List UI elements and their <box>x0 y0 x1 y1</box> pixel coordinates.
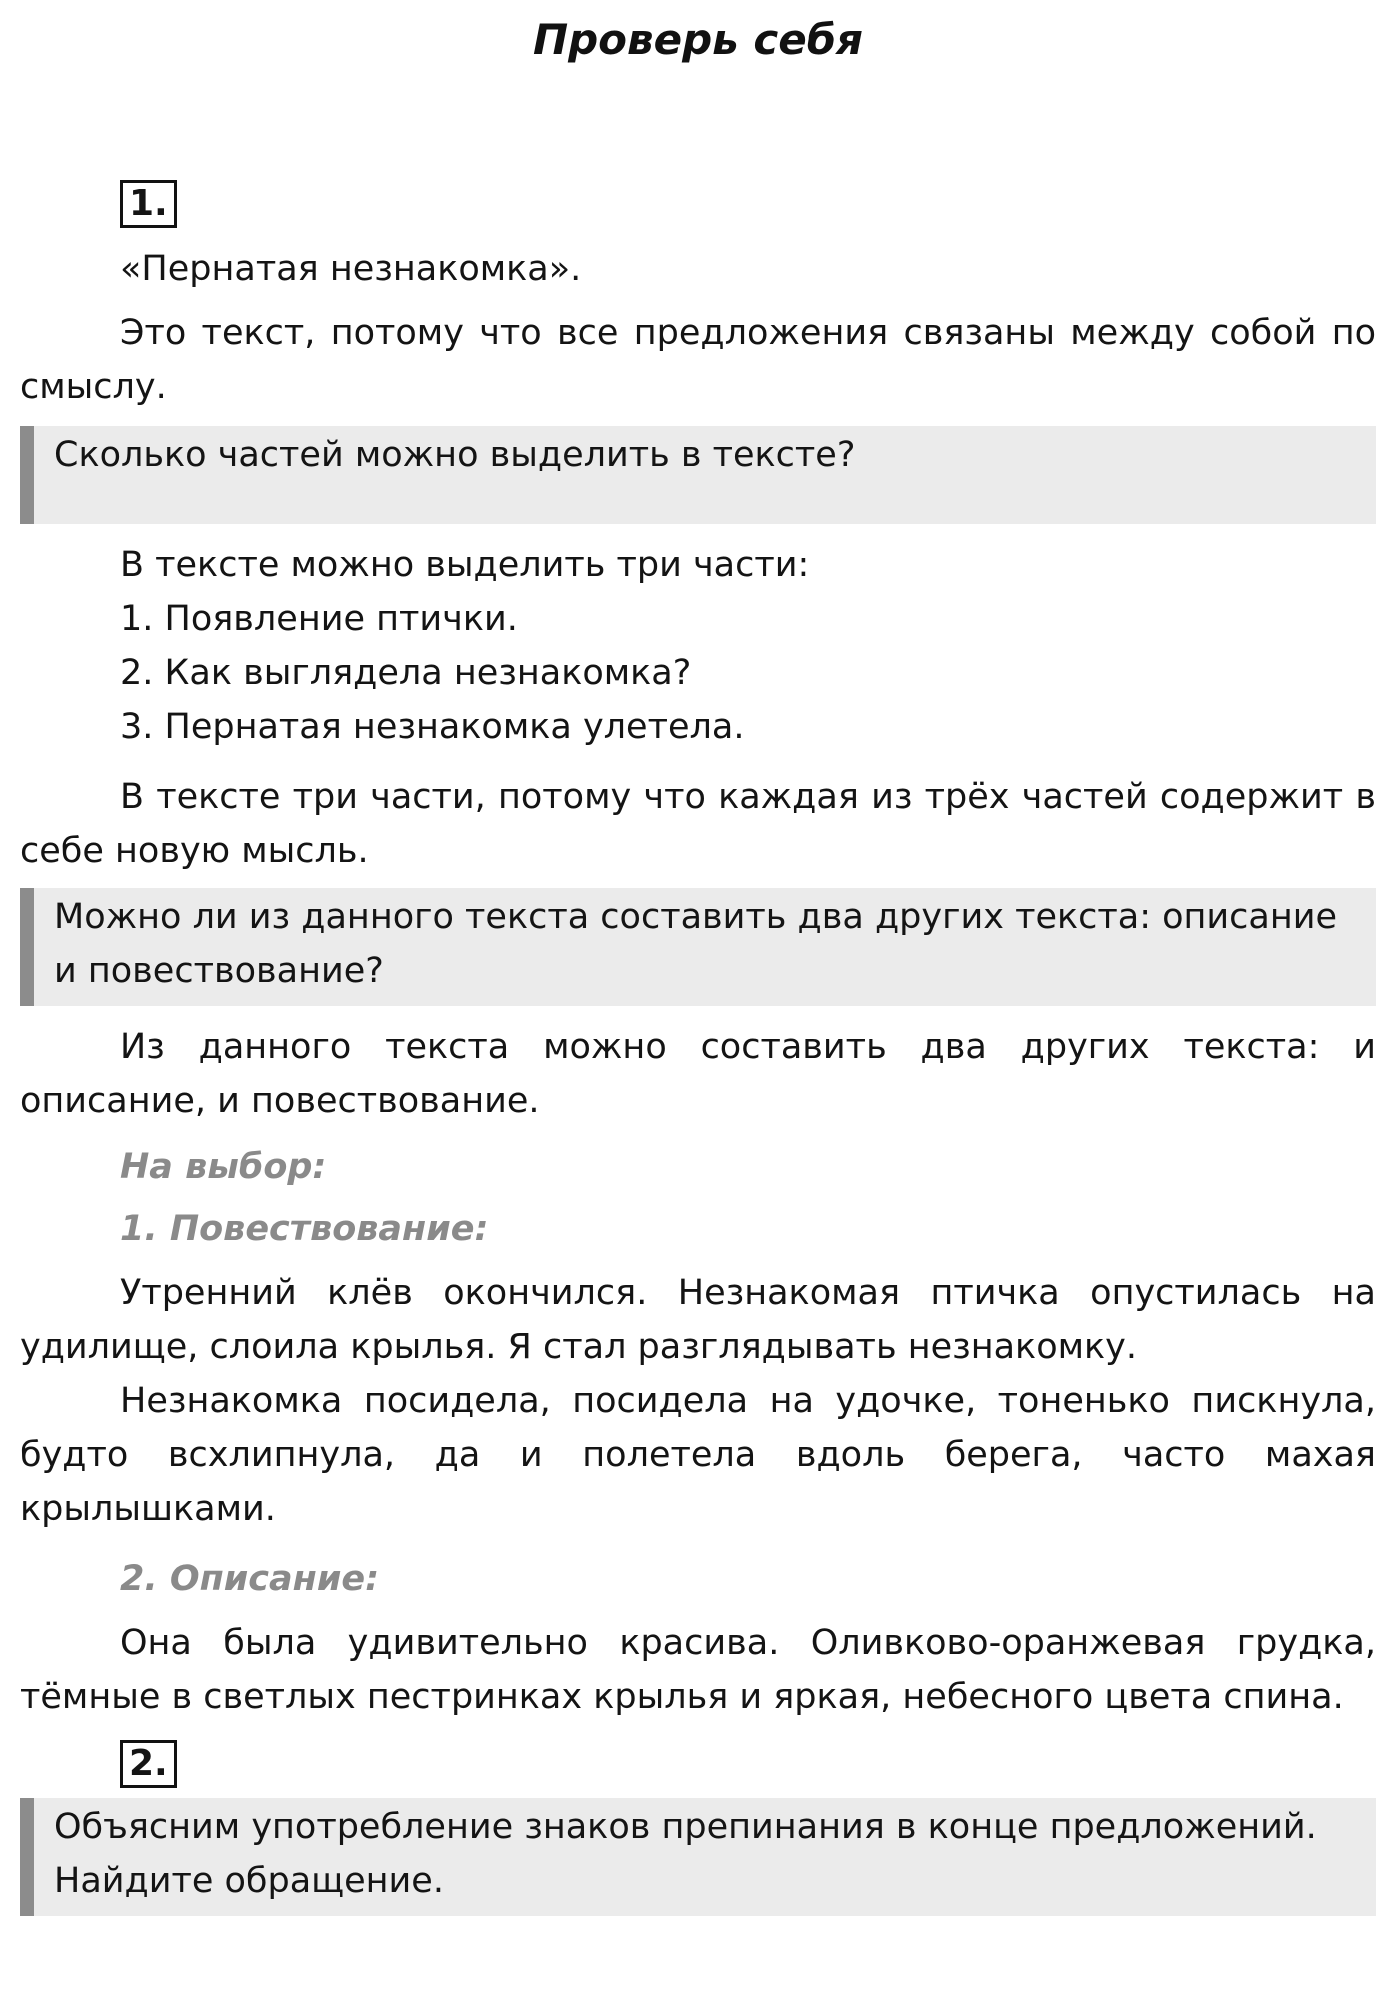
is-text-answer: Это текст, потому что все предложения связаны между собой по смыслу. <box>20 313 1376 407</box>
page-title: Проверь себя <box>532 15 864 64</box>
spacer <box>20 64 1376 180</box>
choice-label: На выбор: <box>120 1147 327 1187</box>
parts-intro: В тексте можно выделить три части: <box>120 545 810 585</box>
narration-paragraph-1: Утренний клёв окончился. Незнакомая птичка опустилась на удилище, слоила крылья. Я стал разглядывать незнакомку. <box>20 1273 1376 1367</box>
two-texts-answer: Из данного текста можно составить два других текста: и описание, и повествование. <box>20 1027 1376 1121</box>
part-item-1: 1. Появление птички. <box>120 599 518 639</box>
part-item-3: 3. Пернатая незнакомка улетела. <box>120 707 745 747</box>
task-1-section <box>20 180 1376 1724</box>
task-number-2: 2. <box>120 1740 177 1788</box>
question-parts-count <box>20 426 1376 524</box>
task-number-1: 1. <box>120 180 177 228</box>
description-paragraph: Она была удивительно красива. Оливково-оранжевая грудка, тёмные в светлых пестринках крылья и яркая, небесного цвета спина. <box>20 1623 1376 1717</box>
question-two-texts <box>20 888 1376 1006</box>
question-text: Объясним употребление знаков препинания в конце предложений. Найдите обращение. <box>54 1807 1317 1901</box>
description-label: 2. Описание: <box>120 1559 380 1599</box>
question-text: Сколько частей можно выделить в тексте? <box>54 435 856 475</box>
part-item-2: 2. Как выглядела незнакомка? <box>120 653 692 693</box>
narration-label: 1. Повествование: <box>120 1209 489 1249</box>
question-text: Можно ли из данного текста составить два других текста: описание и повествование? <box>54 897 1338 991</box>
narration-paragraph-2: Незнакомка посидела, посидела на удочке, тоненько пискнула, будто всхлипнула, да и полетела вдоль берега, часто махая крылышками. <box>20 1381 1376 1529</box>
parts-explanation: В тексте три части, потому что каждая из трёх частей содержит в себе новую мысль. <box>20 777 1376 871</box>
question-punctuation <box>20 1798 1376 1916</box>
text-title: «Пернатая незнакомка». <box>120 249 582 289</box>
task-2-section <box>20 1740 1376 1916</box>
document-page <box>20 0 1376 1916</box>
